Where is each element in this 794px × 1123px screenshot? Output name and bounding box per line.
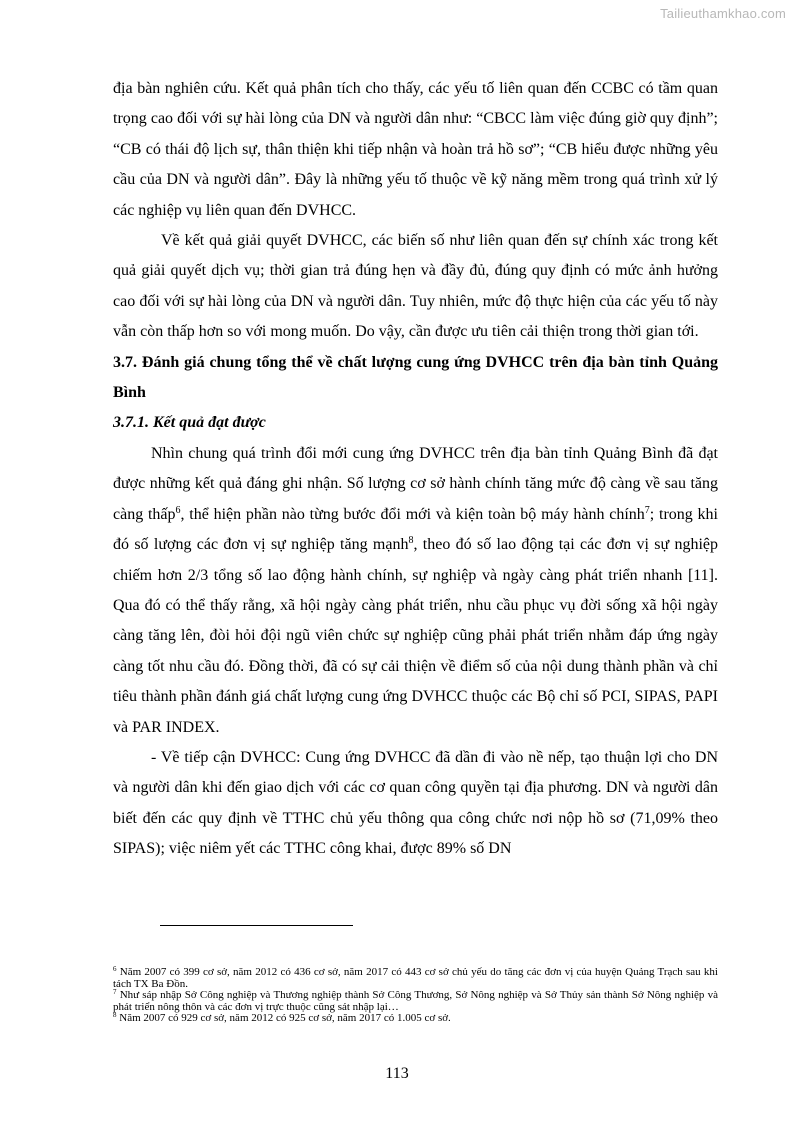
footnote-6 xyxy=(113,967,718,990)
footnote-text: Như sáp nhập Sở Công nghiệp và Thương nghiệp thành Sở Công Thương, Sở Nông nghiệp và Sở Thủy sản thành Sở Nông nghiệp và phát triển nông thôn và các đơn vị trực thuộc cũng sát nhập lại… xyxy=(113,989,718,1013)
paragraph-2: Về kết quả giải quyết DVHCC, các biến số như liên quan đến sự chính xác trong kết quả giải quyết dịch vụ; thời gian trả đúng hẹn và đầy đủ, đúng quy định có mức ảnh hưởng cao đối với sự hài lòng của DN và người dân. Tuy nhiên, mức độ thực hiện của các yếu tố này vẫn còn thấp hơn so với mong muốn. Do vậy, cần được ưu tiên cải thiện trong thời gian tới. xyxy=(113,232,718,341)
footnote-separator xyxy=(160,925,353,926)
footnotes xyxy=(113,967,718,1025)
paragraph-3-text-a: Nhìn chung quá trình đổi mới cung ứng DVHCC trên địa bàn tỉnh Quảng Bình đã đạt được những kết quả đáng ghi nhận. Số lượng cơ sở hành chính tăng mức độ càng về sau tăng càng thấp xyxy=(113,444,718,523)
paragraph-3-text-b: , thể hiện phần nào từng bước đổi mới và kiện toàn bộ máy hành chính xyxy=(180,505,645,523)
section-heading: 3.7. Đánh giá chung tổng thể về chất lượng cung ứng DVHCC trên địa bàn tỉnh Quảng Bình xyxy=(113,353,718,402)
page-number: 113 xyxy=(385,1065,409,1082)
footnote-text: Năm 2007 có 399 cơ sở, năm 2012 có 436 cơ sở, năm 2017 có 443 cơ sở chủ yếu do tăng các đơn vị của huyện Quảng Trạch sau khi tách TX Ba Đồn. xyxy=(113,966,718,990)
page-body xyxy=(113,74,718,865)
footnote-number: 6 xyxy=(113,965,117,973)
watermark: Tailieuthamkhao.com xyxy=(660,6,786,21)
paragraph-1: địa bàn nghiên cứu. Kết quả phân tích cho thấy, các yếu tố liên quan đến CCBC có tầm quan trọng cao đối với sự hài lòng của DN và người dân như: “CBCC làm việc đúng giờ quy định”; “CB có thái độ lịch sự, thân thiện khi tiếp nhận và hoàn trả hồ sơ”; “CB hiểu được những yêu cầu của DN và người dân”. Đây là những yếu tố thuộc về kỹ năng mềm trong quá trình xử lý các nghiệp vụ liên quan đến DVHCC. xyxy=(113,80,718,219)
footnote-7 xyxy=(113,990,718,1013)
paragraph-3 xyxy=(113,439,718,743)
paragraph-3-text-c: ; trong khi đó số lượng các đơn vị sự nghiệp tăng mạnh xyxy=(113,505,718,554)
subsection-heading: 3.7.1. Kết quả đạt được xyxy=(113,414,266,432)
footnote-number: 8 xyxy=(113,1011,117,1019)
footnote-8 xyxy=(113,1013,718,1025)
footnote-text: Năm 2007 có 929 cơ sở, năm 2012 có 925 cơ sở, năm 2017 có 1.005 cơ sở. xyxy=(116,1012,451,1024)
paragraph-3-text-d: , theo đó số lao động tại các đơn vị sự nghiệp chiếm hơn 2/3 tổng số lao động hành chính, sự nghiệp và ngày càng phát triển nhanh [11]. Qua đó có thể thấy rằng, xã hội ngày càng phát triển, nhu cầu phục vụ đời sống xã hội ngày càng tăng lên, đòi hỏi đội ngũ viên chức sự nghiệp cũng phải phát triển nhằm đáp ứng ngày càng tốt nhu cầu đó. Đồng thời, đã có sự cải thiện về điểm số của nội dung thành phần và chỉ tiêu thành phần đánh giá chất lượng cung ứng DVHCC thuộc các Bộ chỉ số PCI, SIPAS, PAPI và PAR INDEX. xyxy=(113,536,718,736)
paragraph-4: - Về tiếp cận DVHCC: Cung ứng DVHCC đã dần đi vào nề nếp, tạo thuận lợi cho DN và người dân khi đến giao dịch với các cơ quan công quyền tại địa phương. DN và người dân biết đến các quy định về TTHC chủ yếu thông qua công chức nơi nộp hồ sơ (71,09% theo SIPAS); việc niêm yết các TTHC công khai, được 89% số DN xyxy=(113,748,718,858)
footnote-ref-6[interactable]: 6 xyxy=(175,504,181,516)
footnote-number: 7 xyxy=(113,988,117,996)
footnote-ref-8[interactable]: 8 xyxy=(408,535,414,547)
footnote-ref-7[interactable]: 7 xyxy=(644,504,650,516)
